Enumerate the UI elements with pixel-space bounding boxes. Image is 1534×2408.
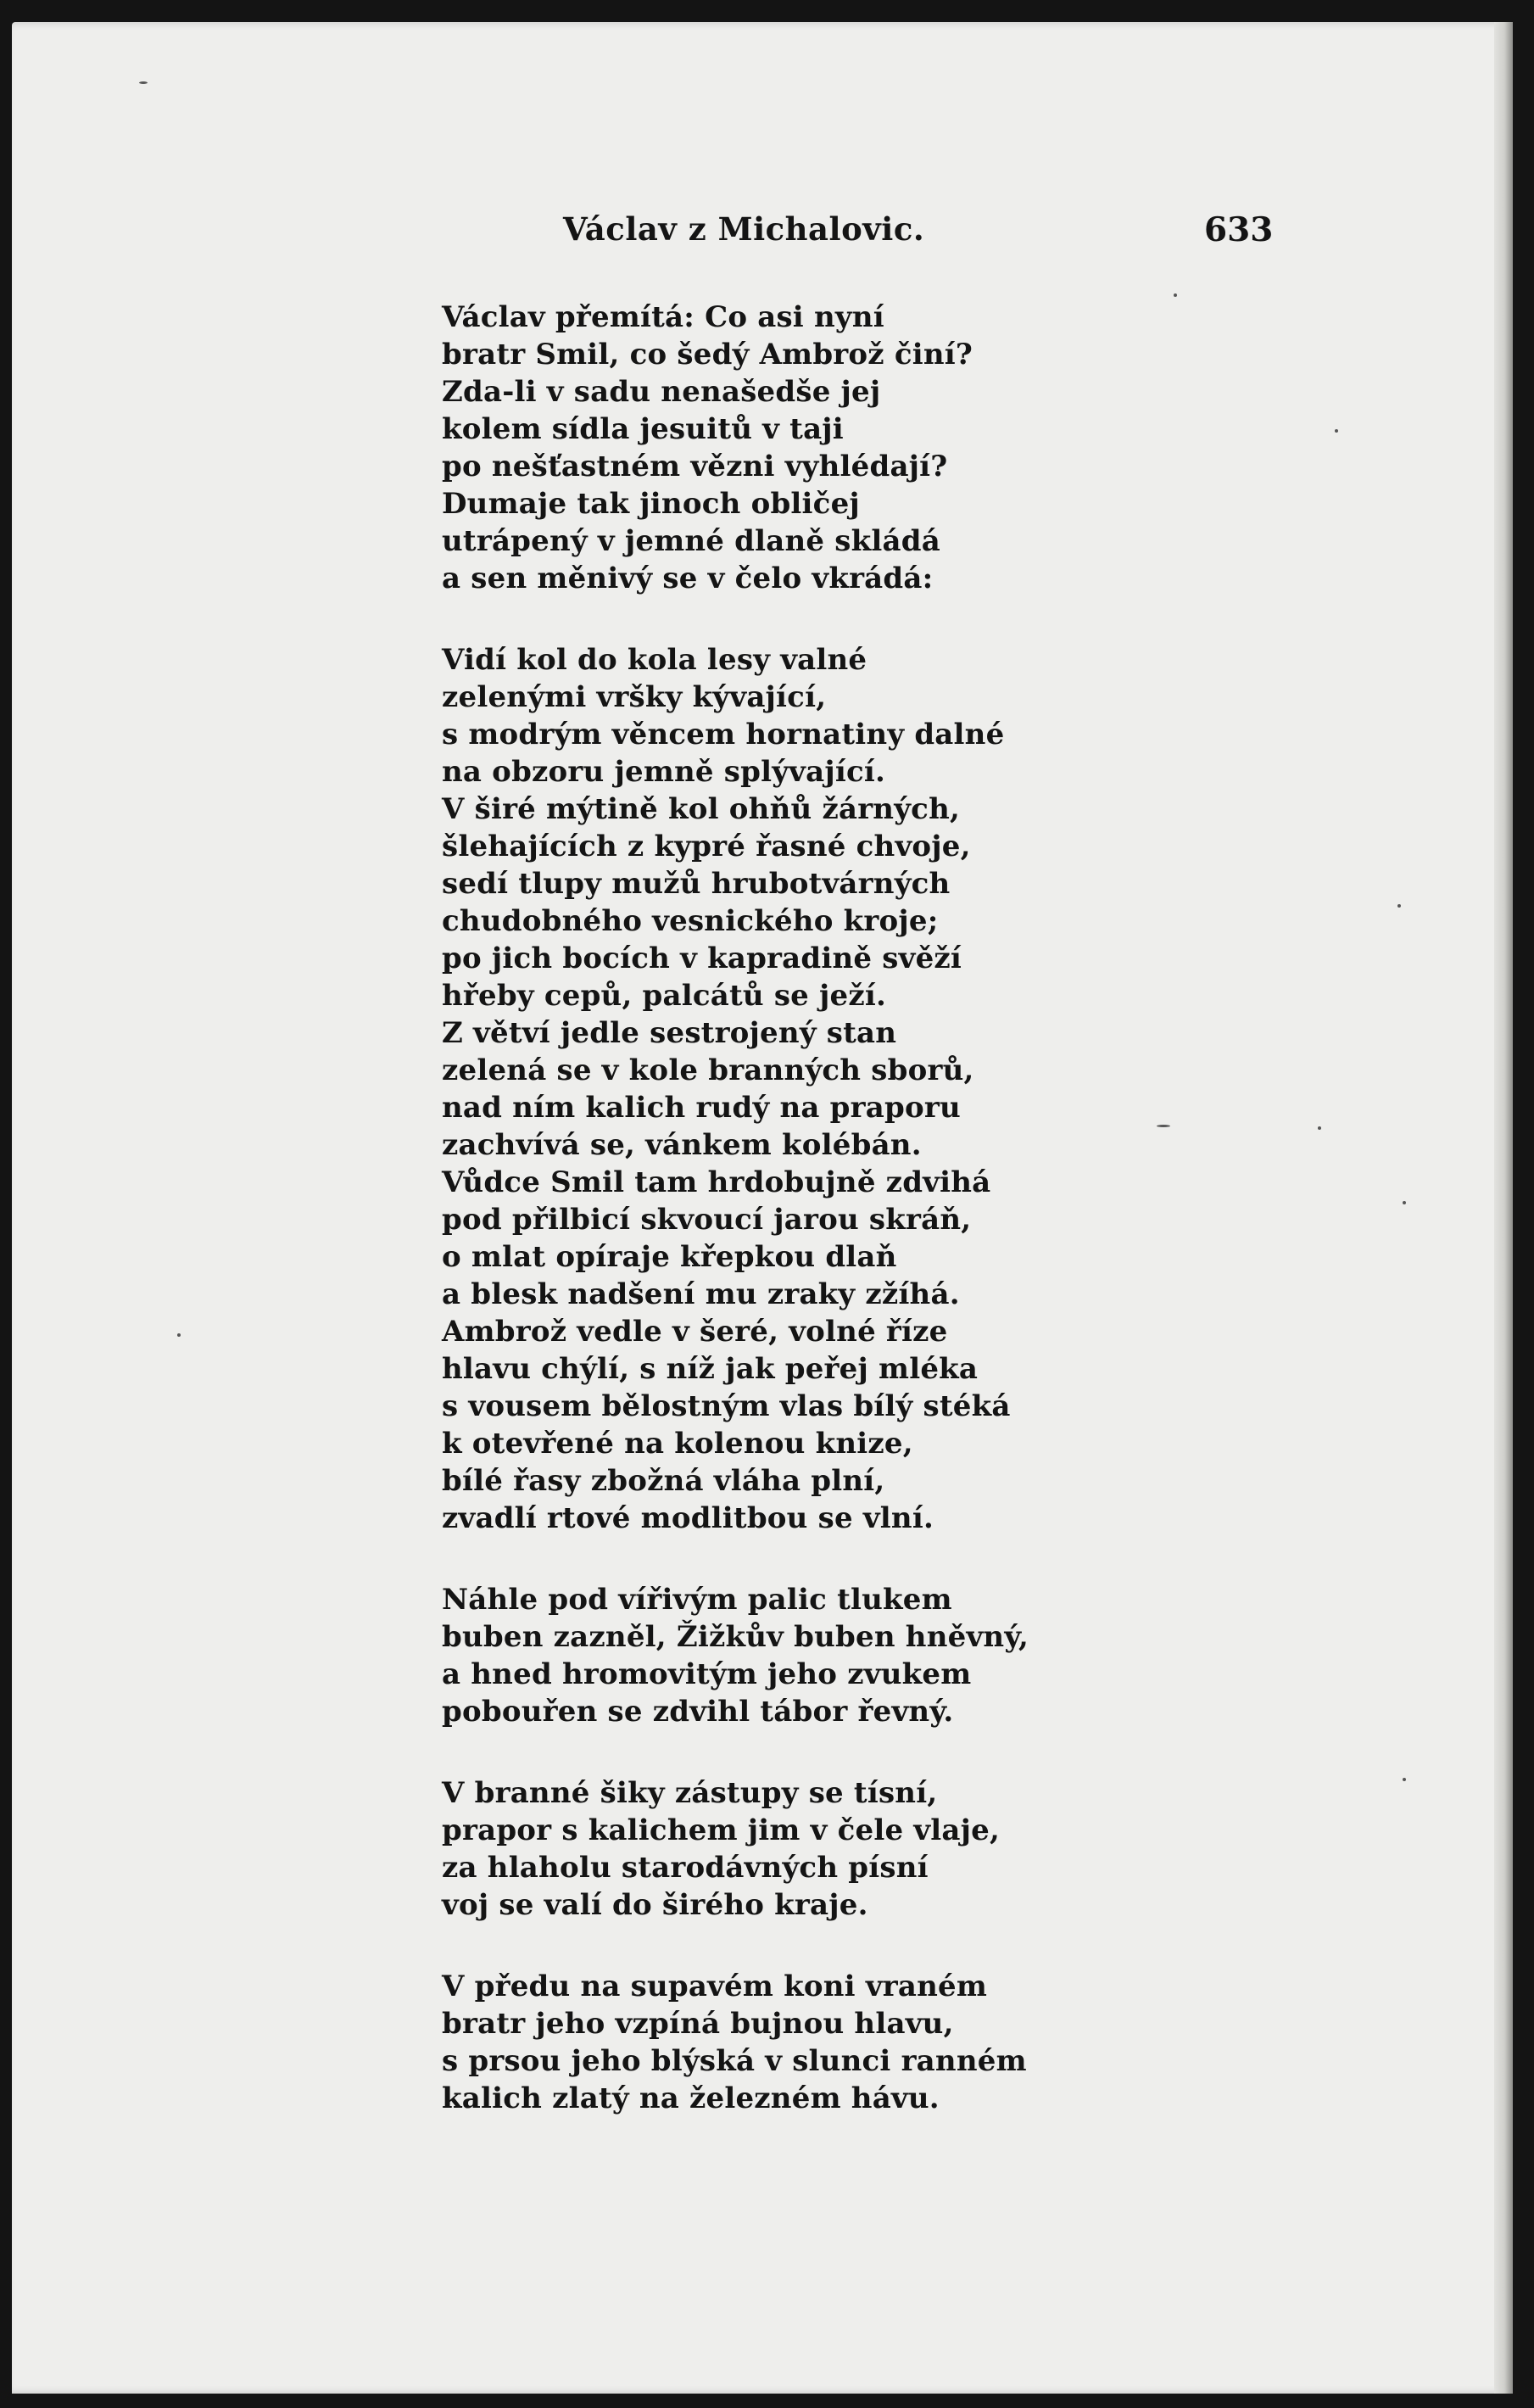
verse-line: zachvívá se, vánkem kolébán.	[442, 1128, 922, 1162]
verse-line: buben zazněl, Žižkův buben hněvný,	[442, 1620, 1029, 1654]
verse-line: bílé řasy zbožná vláha plní,	[442, 1464, 885, 1498]
verse-line: Z větví jedle sestrojený stan	[442, 1016, 897, 1050]
verse-line: zvadlí rtové modlitbou se vlní.	[442, 1501, 934, 1535]
verse-line: po jich bocích v kapradině svěží	[442, 941, 962, 975]
scan-speck	[1174, 293, 1177, 297]
verse-line: s prsou jeho blýská v slunci ranném	[442, 2044, 1027, 2078]
stanza	[442, 299, 1375, 597]
verse-line: o mlat opíraje křepkou dlaň	[442, 1240, 897, 1274]
scan-speck	[1403, 1778, 1406, 1781]
book-page	[12, 22, 1513, 2394]
stanza	[442, 1774, 1375, 1924]
verse-line: voj se valí do širého kraje.	[442, 1888, 868, 1922]
stanza	[442, 641, 1375, 1537]
running-head: Václav z Michalovic.	[563, 210, 925, 248]
verse-line: V branné šiky zástupy se tísní,	[442, 1776, 938, 1810]
verse-line: s modrým věncem hornatiny dalné	[442, 718, 1005, 751]
scan-speck	[1403, 1201, 1406, 1204]
verse-line: prapor s kalichem jim v čele vlaje,	[442, 1813, 1000, 1847]
verse-line: hřeby cepů, palcátů se ježí.	[442, 979, 887, 1013]
stanza	[442, 1968, 1375, 2117]
verse-line: bratr Smil, co šedý Ambrož činí?	[442, 338, 973, 372]
verse-line: za hlaholu starodávných písní	[442, 1851, 929, 1885]
verse-line: utrápený v jemné dlaně skládá	[442, 524, 940, 558]
scan-speck	[177, 1333, 181, 1337]
verse-line: Náhle pod vířivým palic tlukem	[442, 1583, 952, 1617]
poem-text	[442, 299, 1375, 2117]
stanza	[442, 1581, 1375, 1730]
verse-line: nad ním kalich rudý na praporu	[442, 1091, 961, 1125]
verse-line: Zda-li v sadu nenašedše jej	[442, 375, 881, 409]
scan-speck	[1397, 904, 1401, 908]
verse-line: k otevřené na kolenou knize,	[442, 1427, 913, 1461]
verse-line: kolem sídla jesuitů v taji	[442, 412, 844, 446]
verse-line: hlavu chýlí, s níž jak peřej mléka	[442, 1352, 979, 1386]
page-header	[12, 210, 1513, 261]
verse-line: po nešťastném vězni vyhlédají?	[442, 450, 948, 483]
verse-line: V širé mýtině kol ohňů žárných,	[442, 792, 961, 826]
verse-line: zelenými vršky kývající,	[442, 680, 827, 714]
verse-line: s vousem bělostným vlas bílý stéká	[442, 1389, 1011, 1423]
verse-line: šlehajících z kypré řasné chvoje,	[442, 830, 971, 863]
verse-line: pobouřen se zdvihl tábor řevný.	[442, 1695, 954, 1729]
verse-line: bratr jeho vzpíná bujnou hlavu,	[442, 2007, 954, 2041]
verse-line: zelená se v kole branných sborů,	[442, 1053, 974, 1087]
verse-line: a sen měnivý se v čelo vkrádá:	[442, 561, 934, 595]
page-edge-shadow	[1494, 22, 1513, 2394]
verse-line: na obzoru jemně splývající.	[442, 755, 886, 789]
scan-speck	[139, 81, 148, 84]
verse-line: Dumaje tak jinoch obličej	[442, 487, 860, 521]
verse-line: Vůdce Smil tam hrdobujně zdvihá	[442, 1165, 991, 1199]
verse-line: V předu na supavém koni vraném	[442, 1969, 988, 2003]
verse-line: pod přilbicí skvoucí jarou skráň,	[442, 1203, 972, 1237]
verse-line: sedí tlupy mužů hrubotvárných	[442, 867, 951, 901]
verse-line: Václav přemítá: Co asi nyní	[442, 300, 884, 334]
verse-line: a hned hromovitým jeho zvukem	[442, 1657, 972, 1691]
verse-line: chudobného vesnického kroje;	[442, 904, 939, 938]
verse-line: kalich zlatý na železném hávu.	[442, 2081, 940, 2115]
page-number: 633	[1204, 210, 1274, 249]
verse-line: a blesk nadšení mu zraky zžíhá.	[442, 1277, 960, 1311]
verse-line: Ambrož vedle v šeré, volné říze	[442, 1315, 948, 1349]
verse-line: Vidí kol do kola lesy valné	[442, 643, 867, 677]
